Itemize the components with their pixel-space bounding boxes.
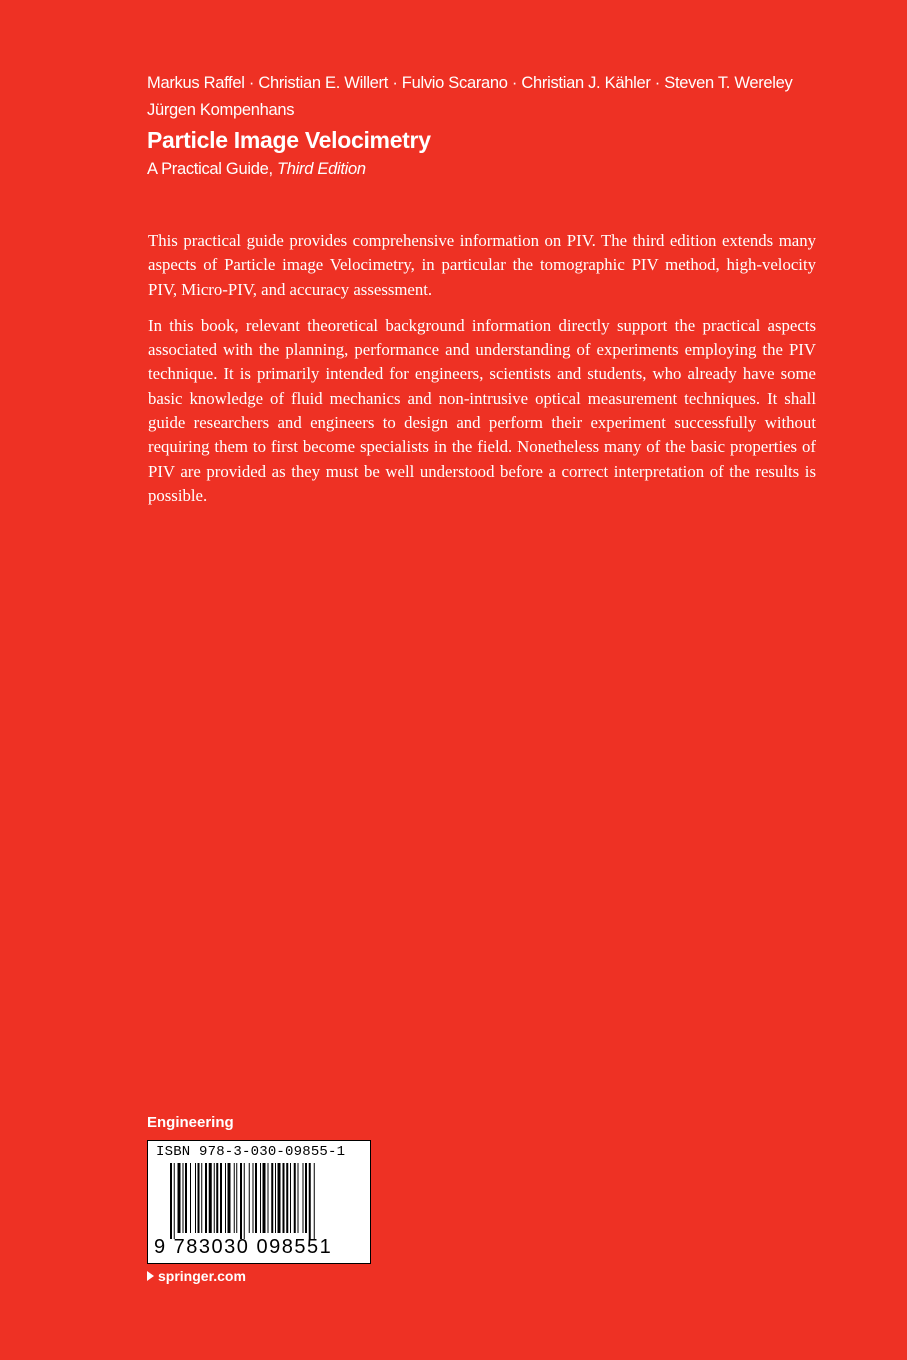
barcode-bar <box>260 1163 261 1233</box>
barcode-bar <box>298 1163 299 1233</box>
barcode-bar <box>236 1163 237 1233</box>
barcode-bar <box>225 1163 226 1233</box>
barcode-bar <box>178 1163 181 1233</box>
arrow-right-icon <box>147 1271 154 1281</box>
barcode-bar <box>271 1163 273 1233</box>
barcode-bar <box>214 1163 215 1233</box>
barcode-bar <box>198 1163 200 1233</box>
barcode-bar <box>234 1163 235 1233</box>
author-line-1: Markus Raffel · Christian E. Willert · Fulvio Scarano · Christian J. Kähler · Steven T. Wereley <box>147 74 793 92</box>
subtitle-text: A Practical Guide, <box>147 160 278 178</box>
barcode-bar <box>183 1163 184 1233</box>
barcode-bar <box>195 1163 196 1233</box>
isbn-barcode <box>147 1140 371 1264</box>
barcode-bar <box>170 1163 172 1239</box>
barcode-bar <box>314 1163 315 1239</box>
barcode-bar <box>228 1163 231 1233</box>
barcode-bar <box>303 1163 304 1233</box>
barcode-bar <box>209 1163 212 1233</box>
publisher-website[interactable] <box>147 1268 246 1284</box>
barcode-bar <box>185 1163 187 1233</box>
isbn-label: ISBN 978-3-030-09855-1 <box>156 1144 346 1160</box>
barcode-bar <box>249 1163 250 1233</box>
barcode-bar <box>309 1163 311 1239</box>
barcode-bar <box>240 1163 242 1239</box>
barcode-bars <box>170 1163 356 1239</box>
subject-category: Engineering <box>147 1114 234 1131</box>
barcode-bar <box>255 1163 257 1233</box>
website-label: springer.com <box>158 1268 246 1284</box>
description-paragraph-2: In this book, relevant theoretical background information directly support the practical aspects associated with the planning, performance and understanding of experiments employing the PIV technique. It is primarily intended for engineers, scientists and students, who already have some basic knowledge of fluid mechanics and non-intrusive optical measurement techniques. It shall guide researchers and engineers to design and perform their experiment successfully without requiring them to first become specialists in the field. Nonetheless many of the basic properties of PIV are provided as they must be well understood before a correct interpretation of the results is possible. <box>148 315 816 505</box>
barcode-bar <box>220 1163 222 1233</box>
book-title: Particle Image Velocimetry <box>147 127 431 153</box>
barcode-bar <box>278 1163 281 1233</box>
barcode-bar <box>174 1163 175 1239</box>
book-description <box>148 229 816 520</box>
description-paragraph-1: This practical guide provides comprehensive information on PIV. The third edition extends many aspects of Particle image Velocimetry, in particular the tomographic PIV method, high-velocity PIV, Micro-PIV, and accuracy assessment. <box>148 231 816 299</box>
barcode-bar <box>283 1163 285 1233</box>
barcode-bar <box>275 1163 276 1233</box>
barcode-bar <box>294 1163 296 1233</box>
barcode-bar <box>290 1163 291 1233</box>
barcode-bar <box>253 1163 254 1233</box>
book-subtitle <box>147 160 366 179</box>
author-list <box>147 70 847 124</box>
author-line-2: Jürgen Kompenhans <box>147 101 295 119</box>
edition-text: Third Edition <box>277 160 366 178</box>
barcode-bar <box>205 1163 207 1233</box>
barcode-bar <box>201 1163 202 1233</box>
barcode-bar <box>190 1163 191 1233</box>
barcode-bar <box>268 1163 269 1233</box>
barcode-bar <box>305 1163 307 1233</box>
barcode-bar <box>286 1163 288 1233</box>
barcode-digits: 9 783030 098551 <box>154 1236 333 1258</box>
barcode-bar <box>244 1163 245 1239</box>
barcode-bar <box>216 1163 218 1233</box>
barcode-bar <box>263 1163 266 1233</box>
